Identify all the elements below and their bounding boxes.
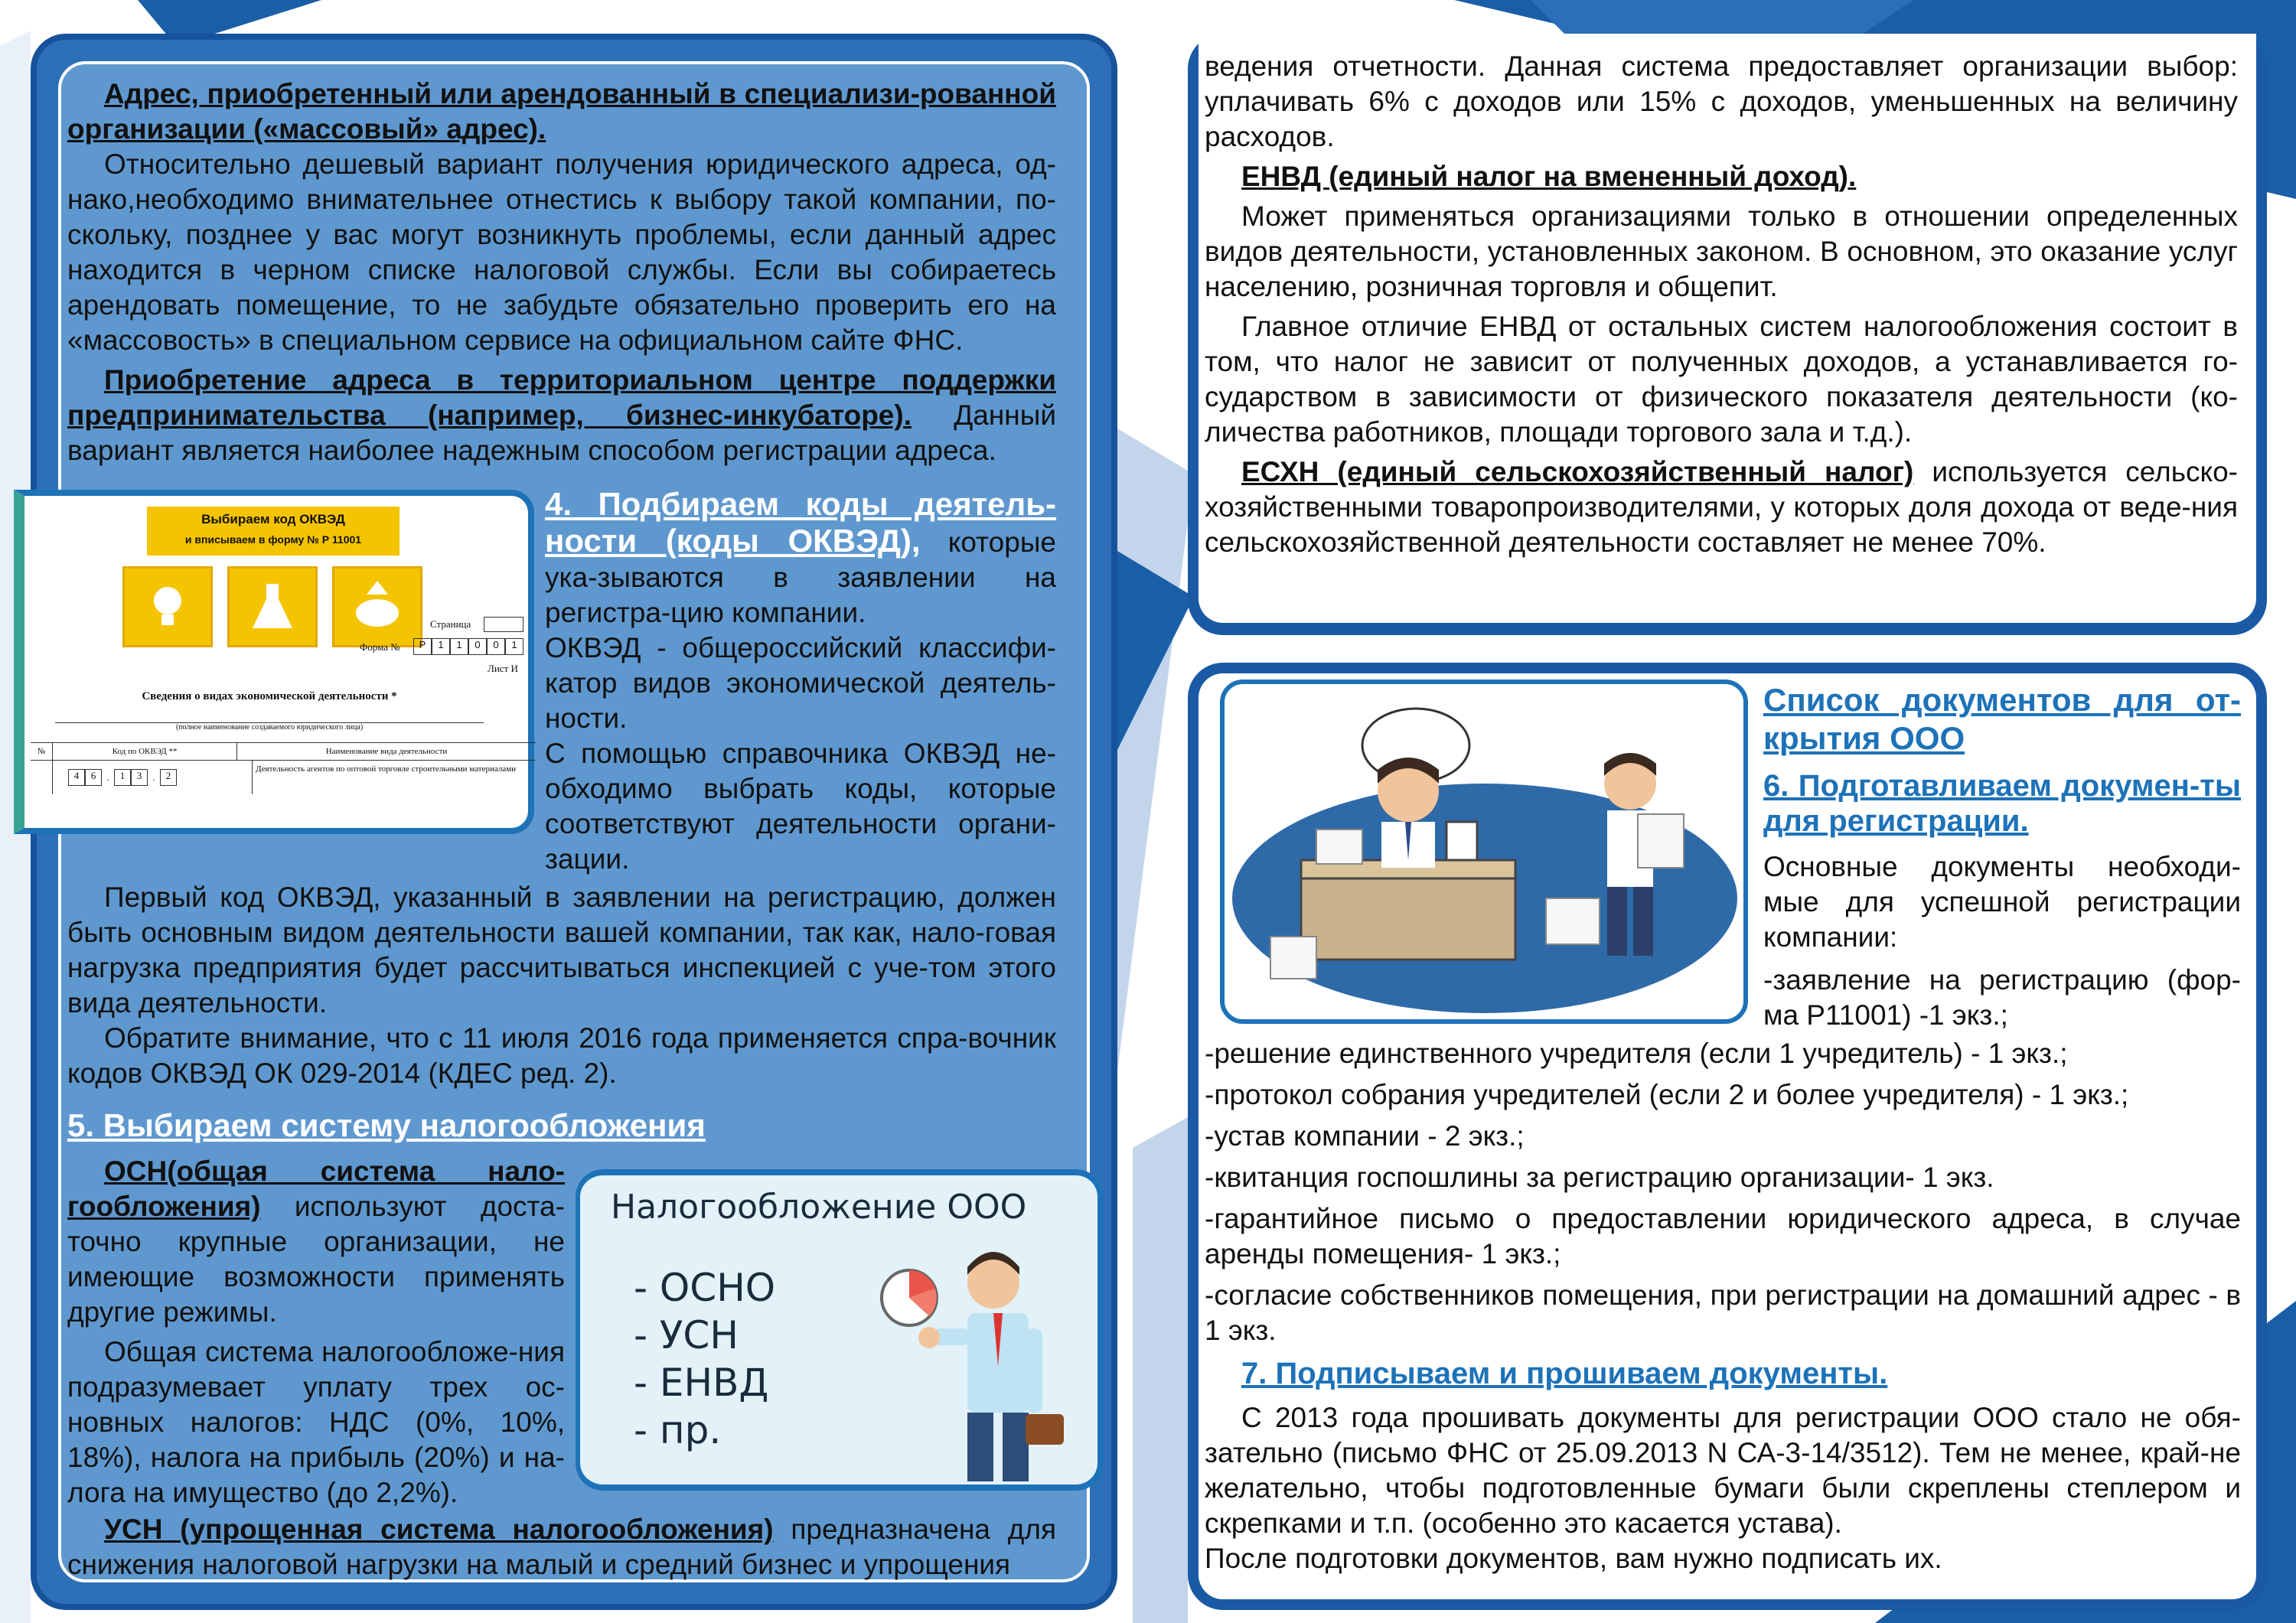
doc-item: -решение единственного учредителя (если 1 учредитель) - 1 экз.; <box>1205 1038 2068 1069</box>
page-label: Страница <box>430 618 471 630</box>
eshn-paragraph <box>1205 455 2238 560</box>
docs-list-title: Список документов для от-крытия ООО <box>1763 682 2241 756</box>
form-number-cell: 1 <box>505 638 523 655</box>
usn-paragraph <box>67 1512 1056 1582</box>
massovy-address-heading: Адрес, приобретенный или арендованный в специализи-рованной организации («массовый» адрес). <box>67 78 1056 145</box>
code-digit: 4 <box>68 769 85 786</box>
center-address-paragraph <box>67 363 1056 468</box>
page-box <box>484 617 523 632</box>
center-address-body: Данный вариант является наиболее надежным способом регистрации адреса. <box>67 399 1056 466</box>
osn-text-block <box>67 1154 565 1511</box>
left-text-block-1 <box>67 77 1056 468</box>
code-digit: . <box>152 771 155 783</box>
office-workers-drawing <box>1225 684 1745 1021</box>
doc-item: -протокол собрания учредителей (если 2 и более учредителя) - 1 экз.; <box>1205 1079 2129 1110</box>
okved-text-block-2 <box>67 880 1056 1091</box>
usn-body: предназначена для снижения налоговой нагрузки на малый и средний бизнес и упрощения <box>67 1514 1056 1580</box>
form-number-cell: 0 <box>487 638 505 655</box>
row-num-cell <box>31 761 53 794</box>
office-illustration <box>1220 680 1748 1024</box>
form-number-cell: 0 <box>468 638 487 655</box>
tax-item-osno: - ОСНО <box>634 1266 776 1310</box>
col-code-header: Код по ОКВЭД ** <box>53 743 237 760</box>
col-name-header: Наименование вида деятельности <box>325 747 448 756</box>
usn-continuation: ведения отчетности. Данная система предоставляет организации выбор: уплачивать 6% с доходов или 15% с доходов, уменьшенных на величину расходов. <box>1205 51 2238 152</box>
flask-icon <box>227 566 318 647</box>
okved-form-title: Сведения о видах экономической деятельности * <box>142 690 397 702</box>
docs-intro-block <box>1763 681 2241 1033</box>
row-activity-text: Деятельность агентов по оптовой торговле строительными материалами <box>256 764 517 774</box>
okved-banner-line2: и вписываем в форму № Р 11001 <box>184 533 362 546</box>
doc-item-application: -заявление на регистрацию (фор-ма Р11001) -1 экз.; <box>1763 964 2241 1031</box>
okved-body1: которые ука-зываются в заявлении на регистра-цию компании. <box>545 526 1056 628</box>
code-digit: 6 <box>85 769 102 786</box>
osn-body2: Общая система налогообложе-ния подразумевает уплату трех ос-новных налогов: НДС (0%, 10%, 18%), налога на прибыль (20%) и на-лога на имущество (до 2,2%). <box>67 1336 565 1508</box>
okved-heading-paragraph <box>545 487 1056 631</box>
osn-body: используют доста-точно крупные организации, не имеющие возможности применять другие режимы. <box>67 1191 565 1328</box>
col-num-header: № <box>31 743 53 760</box>
okved-table-header <box>31 743 536 761</box>
okved-body2: ОКВЭД - общероссийский классифи-катор видов экономической деятель-ности. <box>545 632 1056 734</box>
step7-body2: После подготовки документов, вам нужно подписать их. <box>1205 1543 1942 1574</box>
sheet-label: Лист И <box>488 663 518 674</box>
okved-table-row <box>31 761 536 794</box>
code-digit: . <box>106 771 109 783</box>
code-digit: 2 <box>160 769 177 786</box>
form-number-cell: Р <box>413 638 432 655</box>
usn-heading: УСН (упрощенная система налогообложения) <box>104 1514 774 1545</box>
envd-heading: ЕНВД (единый налог на вмененный доход). <box>1241 161 1857 192</box>
docs-list-block <box>1205 1036 2241 1576</box>
envd-body1: Может применяться организациями только в отношении определенных видов деятельности, установленных законом. В основном, это оказание услуг населению, розничная торговля и общепит. <box>1205 200 2238 302</box>
tax-system-section-title: 5. Выбираем систему налогообложения <box>67 1107 706 1143</box>
doc-item: -согласие собственников помещения, при регистрации на домашний адрес - в 1 экз. <box>1205 1279 2241 1346</box>
form-number-cell: 1 <box>450 638 468 655</box>
form-number-cell: 1 <box>432 638 450 655</box>
okved-heading: 4. Подбираем коды деятель-ности (коды ОКВЭД), <box>545 486 1056 559</box>
okved-banner-line1: Выбираем код ОКВЭД <box>201 512 345 526</box>
okved-body4: Первый код ОКВЭД, указанный в заявлении на регистрацию, должен быть основным видом деятельности вашей компании, так как, нало-говая нагрузка предприятия будет рассчитываться инспекцией с уче-том этого вида деятельности. <box>67 882 1056 1018</box>
tax-item-other: - пр. <box>634 1408 722 1452</box>
step6-heading: 6. Подготавливаем докумен-ты для регистрации. <box>1763 769 2241 838</box>
tax-item-usn: - УСН <box>634 1313 739 1357</box>
brain-icon <box>332 566 422 647</box>
doc-item: -устав компании - 2 экз.; <box>1205 1120 1525 1152</box>
okved-body5: Обратите внимание, что с 11 июля 2016 года применяется спра-вочник кодов ОКВЭД ОК 029-2014 (КДЕС ред. 2). <box>67 1022 1056 1089</box>
right-top-text <box>1205 49 2238 560</box>
form-label: Форма № <box>360 641 400 653</box>
taxation-image-title: Налогообложение ООО <box>611 1188 1027 1227</box>
okved-banner <box>147 507 400 556</box>
eshn-body: используется сельско-хозяйственными товаропроизводителями, у которых доля дохода от веде-ния сельскохозяйственной деятельности составляет не менее 70%. <box>1205 456 2238 558</box>
okved-form-subtitle: (полное наименование создаваемого юридического лица) <box>55 722 484 732</box>
okved-table <box>31 742 536 835</box>
okved-body3: С помощью справочника ОКВЭД не-обходимо выбрать коды, которые соответствуют деятельности органи-зации. <box>545 738 1056 875</box>
eshn-heading: ЕСХН (единый сельскохозяйственный налог) <box>1241 456 1914 487</box>
step7-heading: 7. Подписываем и прошиваем документы. <box>1241 1357 1888 1390</box>
lightbulb-icon <box>122 566 213 647</box>
okved-form-image <box>14 490 534 834</box>
row-code-cells <box>53 761 253 794</box>
center-address-heading: Приобретение адреса в территориальном центре поддержки предпринимательства (например, бизнес-инкубаторе). <box>67 364 1056 431</box>
tax-item-envd: - ЕНВД <box>634 1361 769 1405</box>
doc-item: -квитанция госпошлины за регистрацию организации- 1 экз. <box>1205 1162 1994 1193</box>
businessman-pointing-illustration <box>856 1237 1093 1489</box>
code-digit: 3 <box>131 769 148 786</box>
usn-text-block <box>67 1512 1056 1582</box>
massovy-address-body: Относительно дешевый вариант получения юридического адреса, од-нако,необходимо внимательнее отнестись к выбору такой компании, по-скольку, позднее у вас могут возникнуть проблемы, если данный адрес находится в черном списке налоговой службы. Если вы собираетесь арендовать помещение, то не забудьте обязательно проверить его на «массовость» в специальном сервисе на официальном сайте ФНС. <box>67 148 1056 356</box>
code-digit: 1 <box>114 769 131 786</box>
taxation-image <box>576 1169 1104 1491</box>
doc-item: -гарантийное письмо о предоставлении юридического адреса, в случае аренды помещения- 1 экз.; <box>1205 1203 2241 1269</box>
osn-heading: ОСН(общая система нало-гообложения) <box>67 1155 565 1222</box>
envd-body2: Главное отличие ЕНВД от остальных систем налогообложения состоит в том, что налог не зависит от полученных доходов, а устанавливается го-сударством в зависимости от физического показателя деятельности (ко-личества работников, площади торгового зала и т.д.). <box>1205 311 2238 448</box>
step7-body1: С 2013 года прошивать документы для регистрации ООО стало не обя-зательно (письмо ФНС от 25.09.2013 N СА-3-14/3512). Тем не менее, край-не желательно, чтобы подготовленные бумаги были скреплены степлером и скрепками и т.п. (особенно это касается устава). <box>1205 1402 2241 1539</box>
form-number-boxes <box>413 638 523 655</box>
okved-text-block <box>545 487 1056 877</box>
docs-intro-text: Основные документы необходи-мые для успешной регистрации компании: <box>1763 851 2241 953</box>
osn-paragraph <box>67 1154 565 1330</box>
